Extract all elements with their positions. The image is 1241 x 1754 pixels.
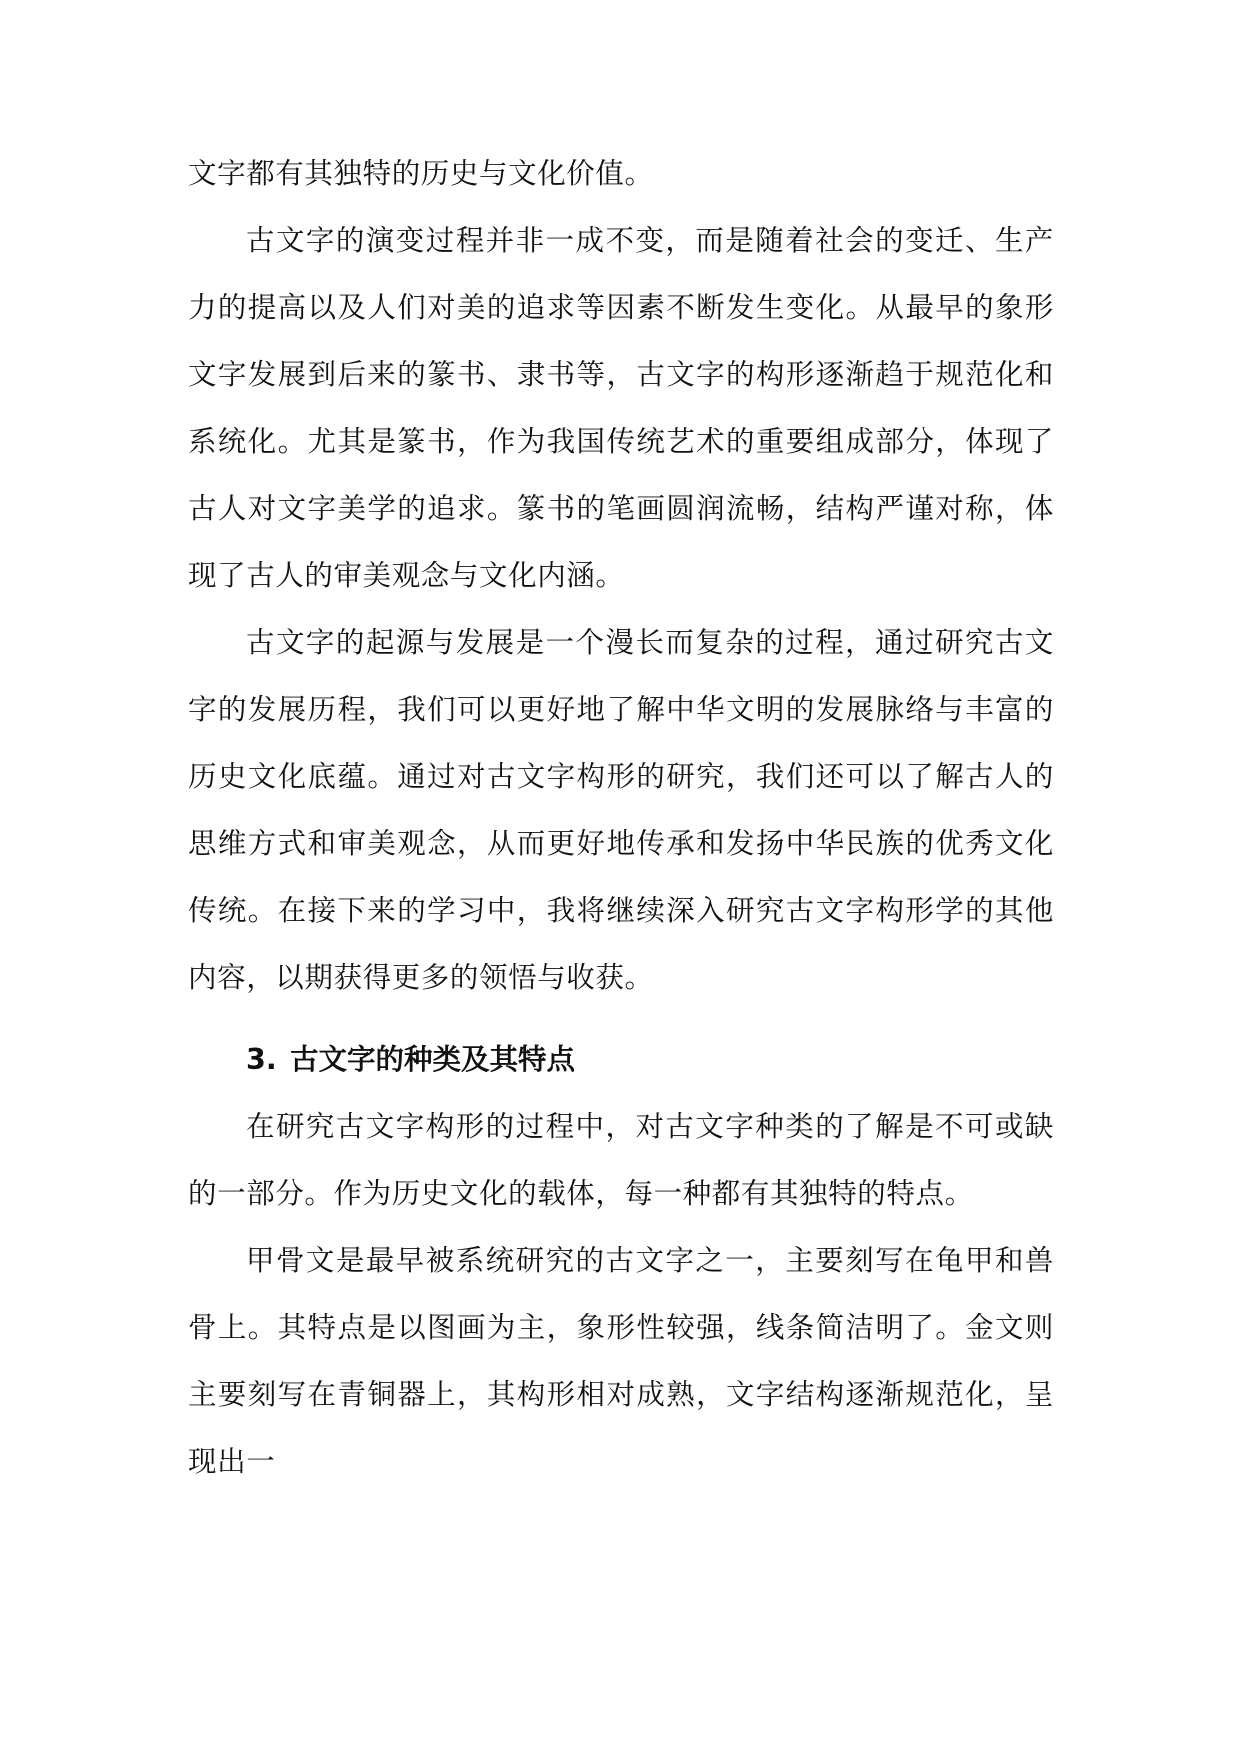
- document-page: [188, 140, 1054, 1495]
- paragraph-oracle-bone: 甲骨文是最早被系统研究的古文字之一，主要刻写在龟甲和兽骨上。其特点是以图画为主，象形性较强，线条简洁明了。金文则主要刻写在青铜器上，其构形相对成熟，文字结构逐渐规范化，呈现出一: [188, 1244, 1054, 1478]
- paragraph-types-intro: 在研究古文字构形的过程中，对古文字种类的了解是不可或缺的一部分。作为历史文化的载体，每一种都有其独特的特点。: [188, 1110, 1054, 1210]
- section-number: 3.: [246, 1043, 277, 1076]
- section-title: 古文字的种类及其特点: [290, 1043, 576, 1076]
- section-heading: [188, 1026, 1054, 1093]
- paragraph-origin: 古文字的起源与发展是一个漫长而复杂的过程，通过研究古文字的发展历程，我们可以更好地了解中华文明的发展脉络与丰富的历史文化底蕴。通过对古文字构形的研究，我们还可以了解古人的思维方式和审美观念，从而更好地传承和发扬中华民族的优秀文化传统。在接下来的学习中，我将继续深入研究古文字构形学的其他内容，以期获得更多的领悟与收获。: [188, 626, 1054, 994]
- paragraph-evolution: 古文字的演变过程并非一成不变，而是随着社会的变迁、生产力的提高以及人们对美的追求等因素不断发生变化。从最早的象形文字发展到后来的篆书、隶书等，古文字的构形逐渐趋于规范化和系统化。尤其是篆书，作为我国传统艺术的重要组成部分，体现了古人对文字美学的追求。篆书的笔画圆润流畅，结构严谨对称，体现了古人的审美观念与文化内涵。: [188, 224, 1054, 592]
- paragraph-continuation: 文字都有其独特的历史与文化价值。: [188, 157, 654, 190]
